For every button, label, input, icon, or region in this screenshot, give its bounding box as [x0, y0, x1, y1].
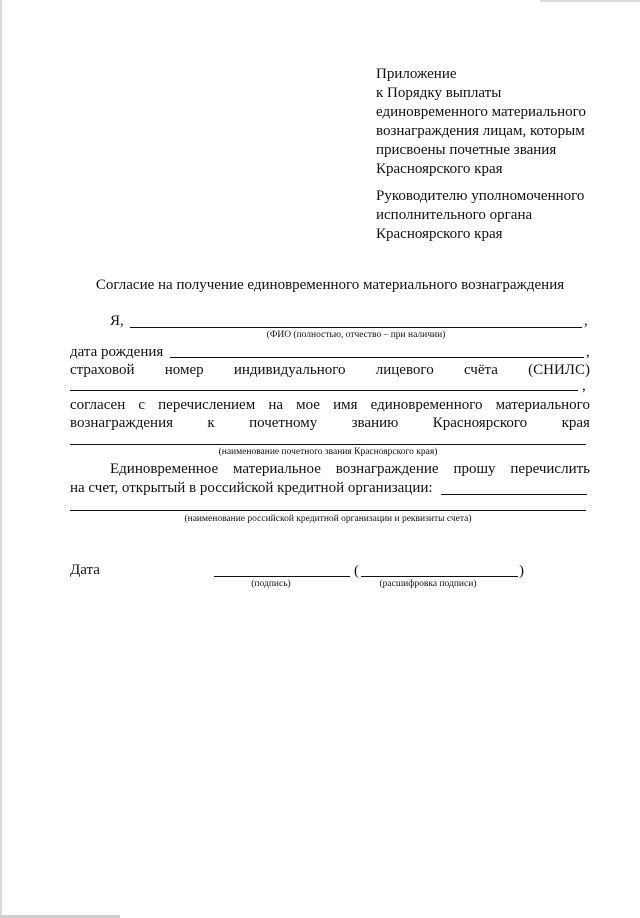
word: материальное: [233, 461, 321, 477]
honorary-title-caption: (наименование почетного звания Красноярского края): [218, 447, 438, 457]
word: вознаграждения: [70, 415, 174, 431]
appendix-block: [376, 65, 586, 179]
appendix-line: Приложение: [376, 66, 457, 82]
word: перечислить: [510, 461, 590, 477]
appendix-line: присвоены почетные звания: [376, 142, 557, 158]
word: согласен: [70, 397, 126, 413]
signature-decoding-field-line[interactable]: [361, 576, 518, 577]
addressee-line: Руководителю уполномоченного: [376, 188, 585, 204]
word: перечислением: [158, 397, 256, 413]
word: номер: [164, 362, 204, 378]
bank-details-caption: (наименование российской кредитной организации и реквизиты счета): [184, 514, 472, 524]
appendix-line: вознаграждения лицам, которым: [376, 123, 585, 139]
consent-line-1: [70, 396, 590, 414]
signature-decoding-caption: (расшифровка подписи): [379, 579, 477, 589]
word: вознаграждение: [335, 461, 439, 477]
comma: ,: [582, 378, 586, 394]
close-paren: ): [519, 563, 524, 579]
birth-date-field-line[interactable]: [170, 357, 584, 358]
word: прошу: [453, 461, 496, 477]
addressee-line: Красноярского края: [376, 226, 503, 242]
word: страховой: [70, 362, 135, 378]
bank-details-field-line[interactable]: [70, 510, 586, 511]
word: лицевого: [375, 362, 434, 378]
date-label: Дата: [70, 562, 100, 578]
word: к: [207, 415, 215, 431]
signature-caption: (подпись): [251, 579, 291, 589]
addressee-line: исполнительного органа: [376, 207, 533, 223]
word: единовременного: [370, 397, 483, 413]
appendix-line: к Порядку выплаты: [376, 85, 502, 101]
snils-line: [70, 361, 590, 379]
snils-field-line[interactable]: [70, 390, 578, 391]
honorary-title-field-line[interactable]: [70, 444, 586, 445]
word: (СНИЛС): [528, 362, 590, 378]
word: счёта: [463, 362, 498, 378]
payment-line-1: [110, 460, 590, 478]
word: почетному: [249, 415, 318, 431]
fio-field-line[interactable]: [130, 327, 582, 328]
signature-field-line[interactable]: [214, 576, 350, 577]
scan-edge-top: [540, 0, 640, 2]
word: Красноярского: [432, 415, 528, 431]
word: края: [561, 415, 590, 431]
fio-caption: (ФИО (полностью, отчество – при наличии): [266, 330, 446, 340]
word: Единовременное: [110, 461, 219, 477]
word: индивидуального: [233, 362, 346, 378]
scan-edge-left: [0, 0, 2, 918]
word: званию: [351, 415, 399, 431]
word: на: [268, 397, 283, 413]
word: мое: [296, 397, 320, 413]
appendix-line: Красноярского края: [376, 161, 503, 177]
birth-date-label: дата рождения: [70, 344, 164, 360]
comma: ,: [586, 344, 590, 360]
i-label: Я,: [110, 313, 124, 329]
word: с: [138, 397, 146, 413]
word: материального: [495, 397, 590, 413]
account-field-line-1[interactable]: [441, 494, 587, 495]
word: имя: [333, 397, 358, 413]
appendix-line: единовременного материального: [376, 104, 586, 120]
consent-line-2: [70, 414, 590, 432]
document-title: Согласие на получение единовременного материального вознаграждения: [95, 277, 565, 293]
payment-line-2: на счет, открытый в российской кредитной организации:: [70, 480, 433, 496]
open-paren: (: [354, 563, 359, 579]
comma: ,: [584, 313, 588, 329]
addressee-block: [376, 187, 584, 244]
